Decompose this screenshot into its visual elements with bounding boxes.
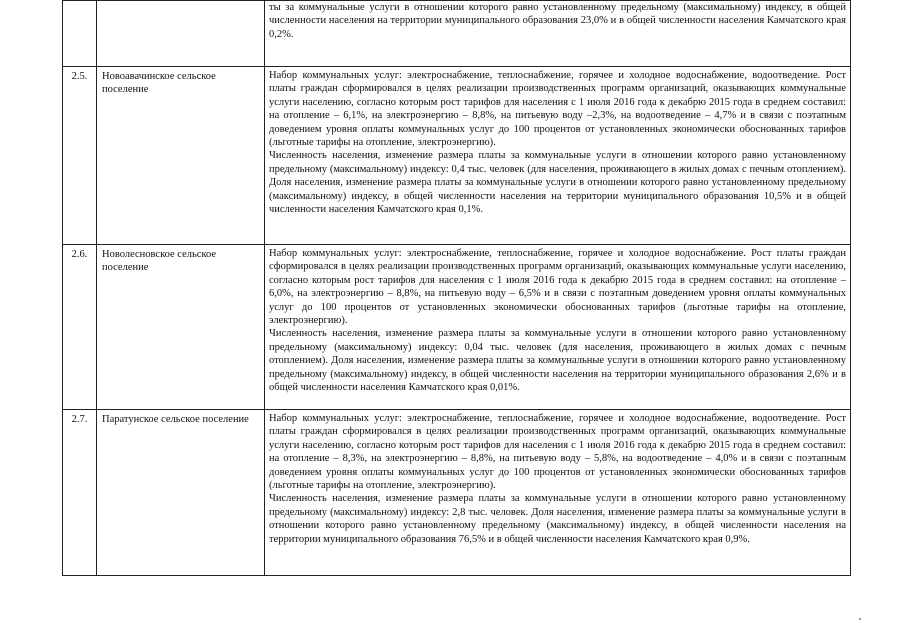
description-paragraph: Набор коммунальных услуг: электроснабжение, теплоснабжение, горячее и холодное водоснабжение, водоотведение. Рост платы граждан сформировался в целях реализации производственных программ организаций, оказывающих коммунальные услуги населению, согласно которым рост тарифов для населения с 1 июля 2016 года к декабрю 2015 года в среднем составил: на отопление – 6,1%, на электроэнергию – 8,8%, на питьевую воду –2,3%, на водоотведение – 4,7% и в связи с поэтапным доведением уровня оплаты коммунальных услуг до 100 процентов от установленных экономически обоснованных тарифов (льготные тарифы на отопление, электроэнергию). <box>269 70 846 149</box>
description-paragraph: Набор коммунальных услуг: электроснабжение, теплоснабжение, горячее и холодное водоснабжение, водоотведение. Рост платы граждан сформировался в целях реализации производственных программ организаций, оказывающих коммунальные услуги населению, согласно которым рост тарифов для населения с 1 июля 2016 года к декабрю 2015 года в среднем составил: на отопление – 8,3%, на электроэнергию – 8,8%, на питьевую воду – 5,8%, на водоотведение – 4,0% и в связи с поэтапным доведением уровня оплаты коммунальных услуг до 100 процентов от установленных экономически обоснованных тарифов (льготные тарифы на отопление, электроэнергию). <box>269 413 846 492</box>
row-number: 2.6. <box>63 245 97 410</box>
document-table <box>62 0 851 576</box>
scan-speck <box>859 618 861 620</box>
description-paragraph: Численность населения, изменение размера платы за коммунальные услуги в отношении которого равно установленному предельному (максимальному) индексу: 2,8 тыс. человек. Доля населения, изменение размера платы за коммунальные услуги в отношении которого равно установленному предельному (максимальному) индексу, в общей численности населения на территории муниципального образования 76,5% и в общей численности населения Камчатского края 0,9%. <box>269 493 846 545</box>
settlement-name: Паратунское сельское поселение <box>97 410 265 576</box>
table-row <box>63 245 851 410</box>
settlement-name <box>97 1 265 67</box>
row-number: 2.5. <box>63 67 97 245</box>
table-row <box>63 410 851 576</box>
description-paragraph: Численность населения, изменение размера платы за коммунальные услуги в отношении которого равно установленному предельному (максимальному) индексу: 0,4 тыс. человек (для населения, проживающего в жилых домах с печным отоплением). Доля населения, изменение размера платы за коммунальные услуги в отношении которого равно установленному предельному (максимальному) индексу, в общей численности населения на территории муниципального образования 10,5% и в общей численности населения Камчатского края 0,1%. <box>269 150 846 216</box>
settlement-name: Новолесновское сельское поселение <box>97 245 265 410</box>
description-paragraph: Набор коммунальных услуг: электроснабжение, теплоснабжение, горячее и холодное водоснабжение. Рост платы граждан сформировался в целях реализации производственных программ организаций, оказывающих коммунальные услуги населению, согласно которым рост тарифов для населения с 1 июля 2016 года к декабрю 2015 года в среднем составил: на отопление – 6,0%, на электроэнергию – 8,8%, на питьевую воду – 6,5% и в связи с поэтапным доведением уровня оплаты коммунальных услуг до 100 процентов от установленных экономически обоснованных тарифов (льготные тарифы на отопление, электроэнергию). <box>269 248 846 327</box>
description-cell <box>265 1 851 67</box>
description-cell <box>265 67 851 245</box>
row-number <box>63 1 97 67</box>
description-cell <box>265 245 851 410</box>
table-row <box>63 67 851 245</box>
description-paragraph: ты за коммунальные услуги в отношении которого равно установленному предельному (максимальному) индексу, в общей численности населения на территории муниципального образования 23,0% и в общей численности населения Камчатского края 0,2%. <box>269 2 846 40</box>
description-cell <box>265 410 851 576</box>
description-paragraph: Численность населения, изменение размера платы за коммунальные услуги в отношении которого равно установленному предельному (максимальному) индексу: 0,04 тыс. человек (для населения, проживающего в жилых домах с печным отоплением). Доля населения, изменение размера платы за коммунальные услуги в отношении которого равно установленному предельному (максимальному) индексу, в общей численности населения на территории муниципального образования 2,6% и в общей численности населения Камчатского края 0,01%. <box>269 328 846 394</box>
row-number: 2.7. <box>63 410 97 576</box>
table-row <box>63 1 851 67</box>
settlement-name: Новоавачинское сельское поселение <box>97 67 265 245</box>
